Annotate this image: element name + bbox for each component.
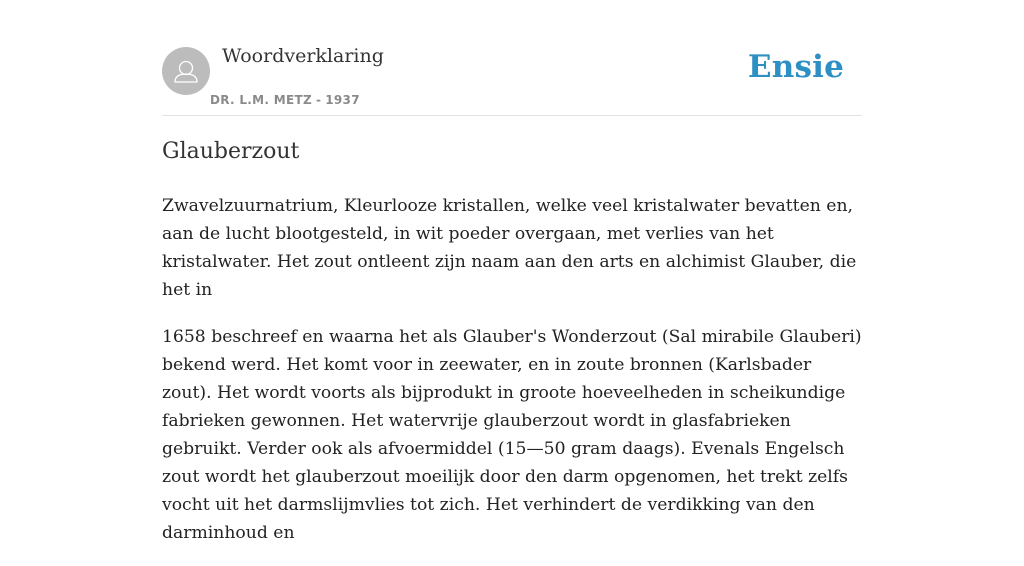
article-paragraph: Zwavelzuurnatrium, Kleurlooze kristallen, welke veel kristalwater bevatten en, aan de lucht blootgesteld, in wit poeder overgaan, met verlies van het kristalwater. Het zout ontleent zijn naam aan den arts en alchimist Glauber, die het in [162,196,857,300]
brand-logo[interactable]: Ensie [747,49,844,85]
user-icon [162,47,210,95]
author-separator: - [315,93,322,107]
article-body [162,192,862,566]
author-line [210,93,360,107]
header [162,0,862,116]
header-title[interactable]: Woordverklaring [222,45,384,67]
article-paragraph: 1658 beschreef en waarna het als Glauber's Wonderzout (Sal mirabile Glauberi) bekend werd. Het komt voor in zeewater, en in zoute bronnen (Karlsbader zout). Het wordt voorts als bijprodukt in groote hoeveelheden in scheikundige fabrieken gewonnen. Het watervrije glauberzout wordt in glasfabrieken gebruikt. Verder ook als afvoermiddel (15—50 gram daags). Evenals Engelsch zout wordt het glauberzout moeilijk door den darm opgenomen, het trekt zelfs vocht uit het darmslijmvlies tot zich. Het verhindert de verdikking van den darminhoud en [162,327,862,543]
author-name[interactable]: DR. L.M. METZ [210,93,312,107]
page-title: Glauberzout [162,139,300,164]
publication-year: 1937 [325,93,360,107]
avatar[interactable] [162,47,210,95]
